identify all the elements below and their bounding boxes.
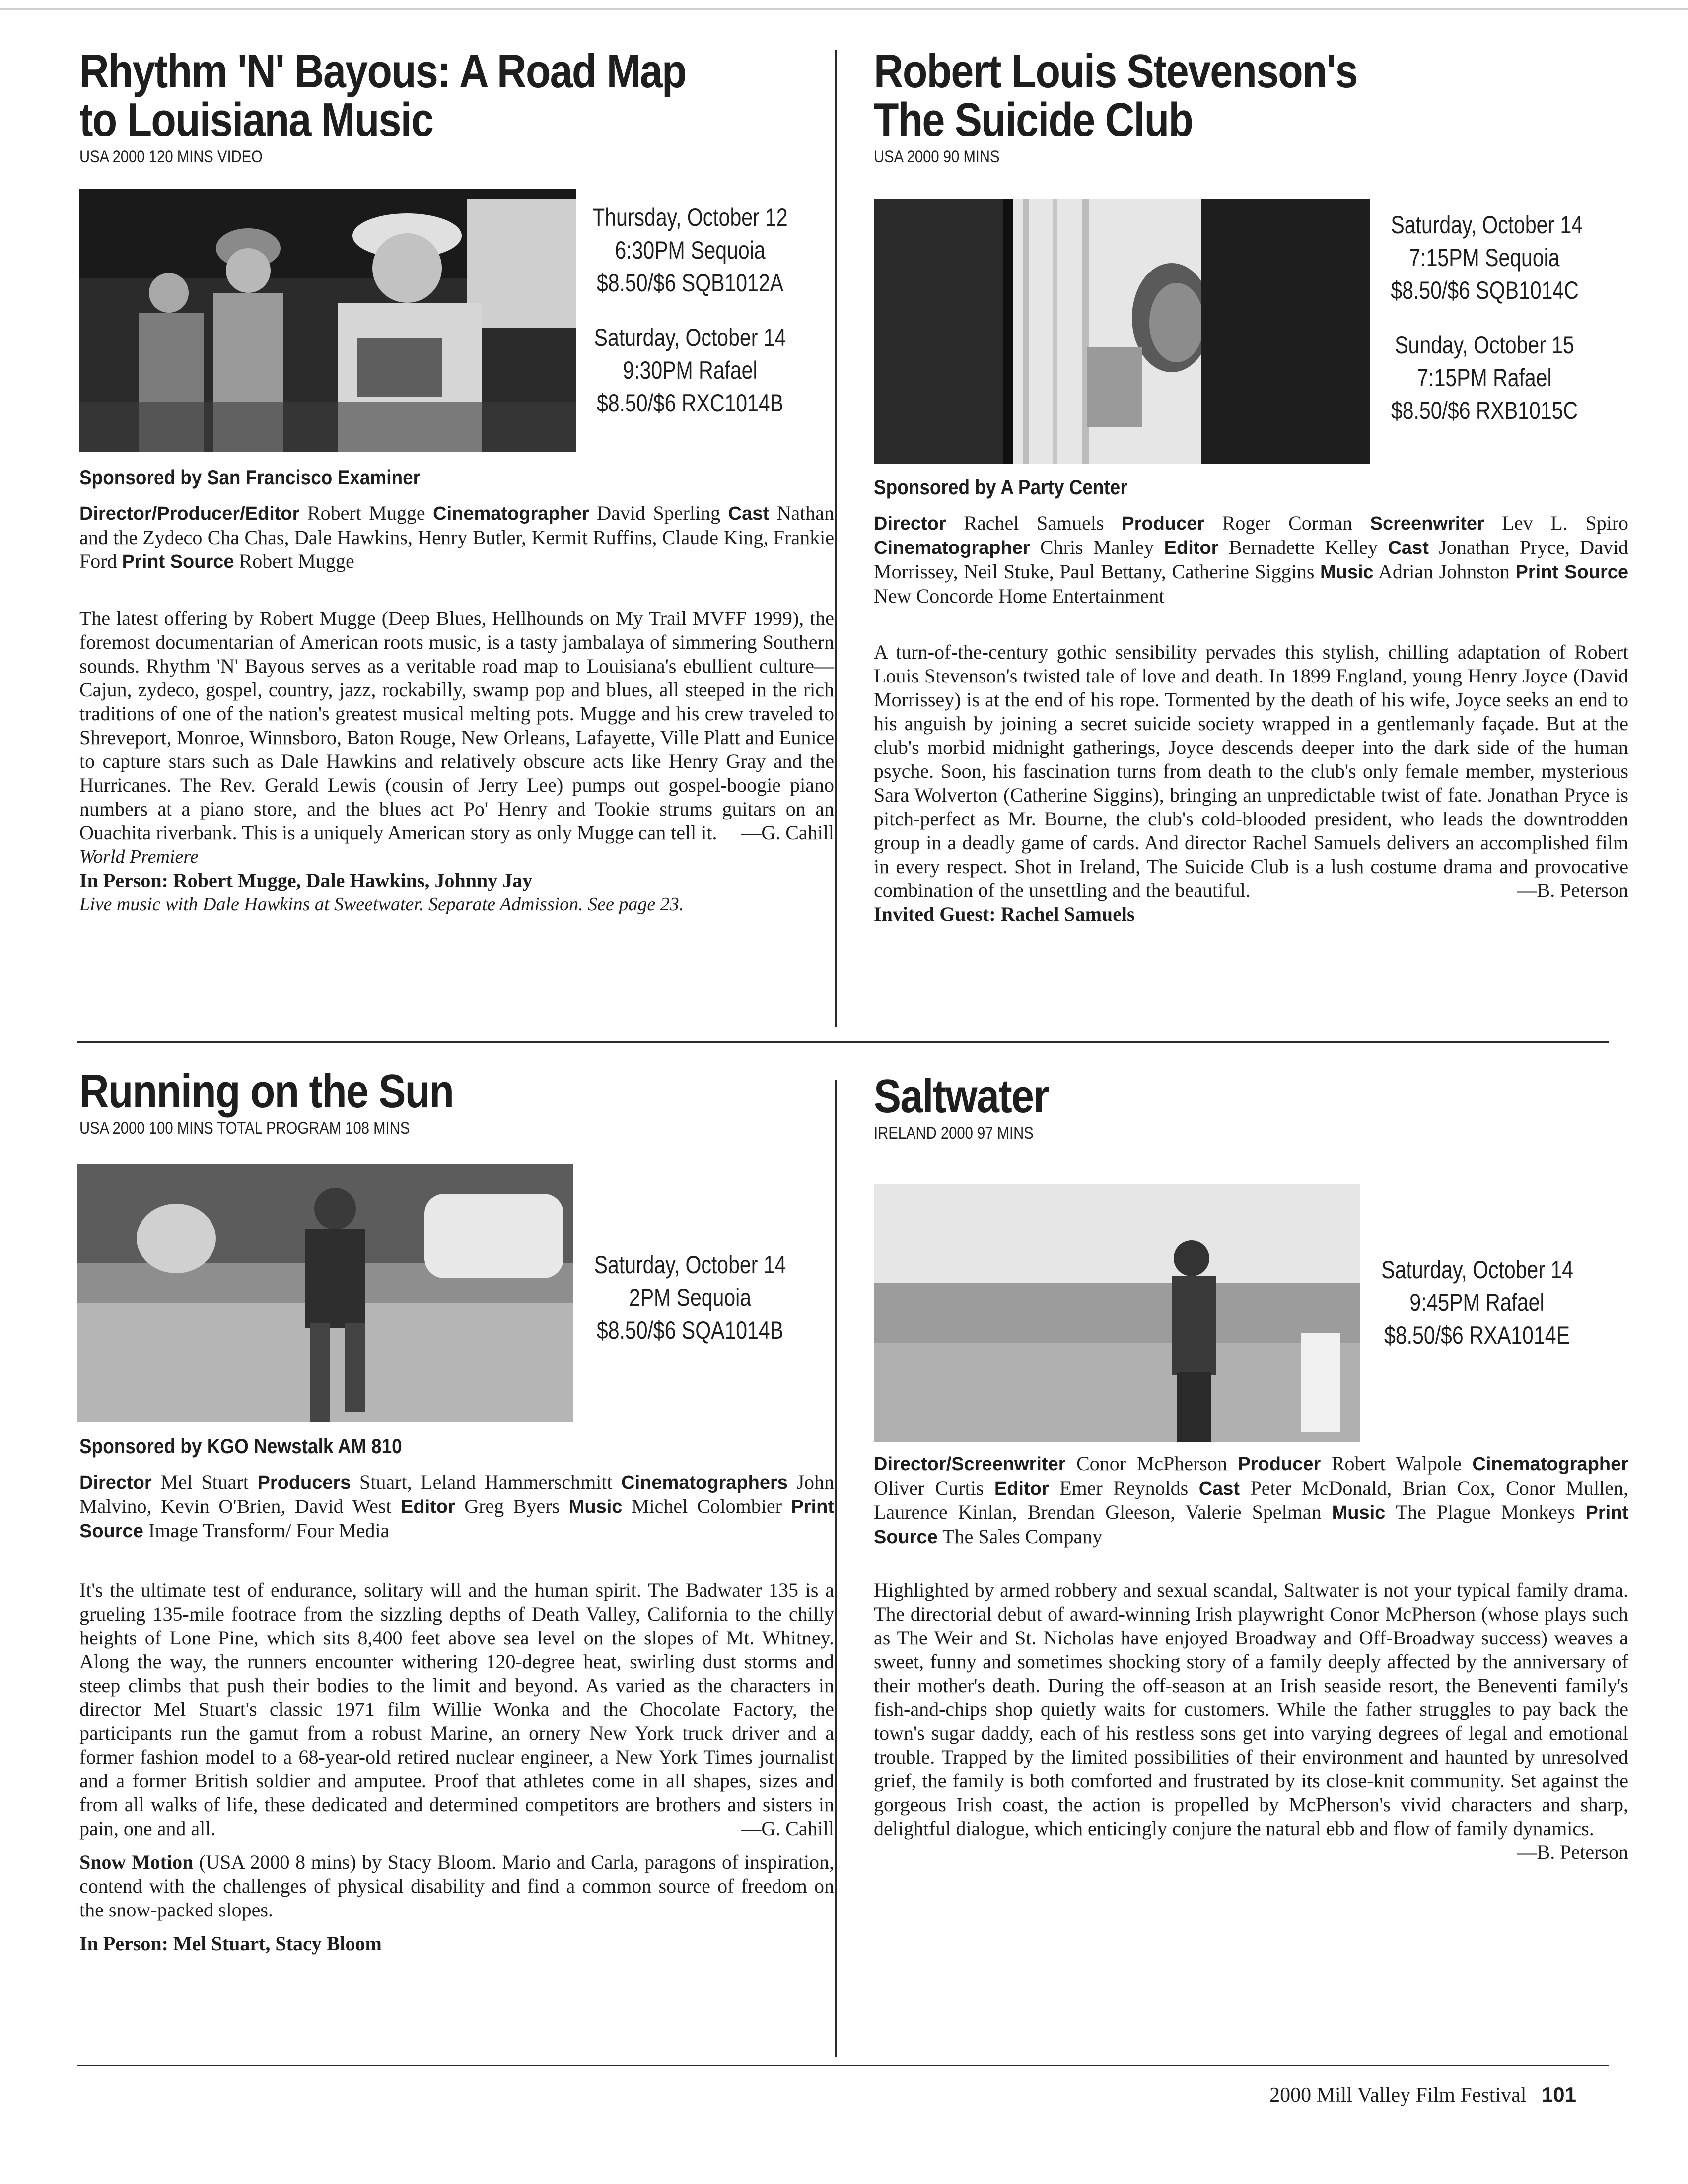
film-meta: USA 2000 120 MINS VIDEO: [79, 147, 263, 166]
credit-role: Cinematographers: [621, 1472, 788, 1493]
credits: [874, 511, 1628, 608]
column-divider-top: [835, 50, 837, 1027]
credits: [874, 1452, 1628, 1549]
credit-role: Print Source: [1515, 562, 1629, 583]
credit-names: Robert Mugge: [307, 502, 425, 524]
credit-role: Producer: [1122, 513, 1205, 534]
show-day: Saturday, October 14: [594, 324, 786, 351]
column-divider-bottom: [835, 1080, 837, 2057]
film-description: [79, 607, 834, 916]
credit-names: Lev L. Spiro: [1502, 512, 1629, 534]
sponsor-line: Sponsored by A Party Center: [874, 476, 1127, 499]
footer-rule: [77, 2065, 1609, 2066]
show-price-code: $8.50/$6 RXB1015C: [1391, 397, 1578, 424]
credit-names: Emer Reynolds: [1059, 1477, 1189, 1499]
credit-role: Music: [1320, 562, 1374, 583]
top-border: [0, 8, 1688, 10]
credit-names: Greg Byers: [464, 1495, 560, 1517]
credit-role: Music: [568, 1497, 623, 1517]
reviewer-byline: —B. Peterson: [1517, 879, 1628, 901]
credit-role: Cast: [1388, 538, 1429, 558]
film-title-line2: to Louisiana Music: [79, 93, 433, 146]
showtime-entry: [592, 1248, 788, 1347]
show-price-code: $8.50/$6 SQB1014C: [1391, 276, 1579, 304]
page-footer: [1269, 2083, 1576, 2107]
sponsor-line: Sponsored by KGO Newstalk AM 810: [79, 1434, 402, 1458]
credit-role: Cast: [1198, 1478, 1240, 1499]
credit-names: Peter McDonald, Brian Cox, Conor Mullen, Laurence Kinlan, Brendan Gleeson, Valerie Spelman: [874, 1477, 1629, 1523]
credit-names: Image Transform/ Four Media: [148, 1519, 390, 1542]
showtimes: [571, 1248, 809, 1368]
page-number: 101: [1541, 2083, 1576, 2106]
description-text: The latest offering by Robert Mugge (Deep Blues, Hellhounds on My Trail MVFF 1999), the foremost documentarian of American roots music, is a tasty jambalaya of simmering Southern sounds. Rhythm 'N' Bayous serves as a veritable road map to Louisiana's ebullient culture—Cajun, zydeco, gospel, country, jazz, rockabilly, swamp pop and blues, all steeped in the rich traditions of one of the nation's greatest musical melting pots. Mugge and his crew traveled to Shreveport, Monroe, Winnsboro, Baton Rouge, New Orleans, Lafayette, Ville Platt and Eunice to capture stars such as Dale Hawkins and relatively obscure acts like Henry Gray and the Hurricanes. The Rev. Gerald Lewis (cousin of Jerry Lee) pumps out gospel-boogie piano numbers at a piano store, and the blues act Po' Henry and Tookie strums guitars on an Ouachita riverbank. This is a uniquely American story as only Mugge can tell it.: [79, 607, 834, 844]
showtime-entry: [1391, 208, 1583, 307]
credit-role: Director/Screenwriter: [874, 1454, 1066, 1475]
show-time-venue: 9:45PM Rafael: [1409, 1289, 1545, 1316]
credit-role: Editor: [994, 1478, 1049, 1499]
show-price-code: $8.50/$6 SQB1012A: [596, 269, 784, 297]
credit-role: Producer: [1238, 1454, 1321, 1475]
credit-role: Editor: [1164, 538, 1219, 558]
in-person-guests: In Person: Mel Stuart, Stacy Bloom: [79, 1932, 382, 1955]
credit-names: Conor McPherson: [1076, 1452, 1227, 1475]
credits: [79, 501, 834, 574]
showtime-entry: [592, 321, 788, 419]
credit-names: Bernadette Kelley: [1228, 536, 1378, 558]
show-day: Sunday, October 15: [1395, 331, 1574, 359]
film-still-seaside: [874, 1184, 1360, 1442]
showtimes: [1360, 1253, 1594, 1373]
credit-names: Chris Manley: [1040, 536, 1154, 558]
credit-names: Mel Stuart: [160, 1471, 249, 1493]
reviewer-byline: —G. Cahill: [741, 1817, 834, 1840]
short-film-text: (USA 2000 8 mins) by Stacy Bloom. Mario and Carla, paragons of inspiration, contend with the challenges of physical disability and find a common source of freedom on the snow-packed slopes.: [79, 1851, 834, 1921]
credit-names: Adrian Johnston: [1378, 560, 1510, 583]
show-time-venue: 6:30PM Sequoia: [615, 236, 766, 264]
credit-role: Screenwriter: [1370, 513, 1484, 534]
description-text: It's the ultimate test of endurance, solitary will and the human spirit. The Badwater 135 is a grueling 135-mile footrace from the sizzling depths of Death Valley, California to the chilly heights of Lone Pine, which sits 8,400 feet above sea level on the slopes of Mt. Whitney. Along the way, the runners encounter withering 120-degree heat, swirling dust storms and steep climbs that push their bodies to the limit and beyond. As varied as the characters in director Mel Stuart's classic 1971 film Willie Wonka and the Chocolate Factory, the participants run the gamut from a robust Marine, an ornery New York truck driver and a former fashion model to a 68-year-old retired nuclear engineer, a New York Times journalist and a former British soldier and amputee. Proof that athletes come in all shapes, sizes and from all walks of life, these dedicated and determined competitors are brothers and sisters in pain, one and all.: [79, 1579, 834, 1840]
showtime-entry: [1391, 329, 1578, 427]
show-day: Saturday, October 14: [1391, 211, 1583, 239]
show-time-venue: 7:15PM Rafael: [1417, 364, 1552, 392]
short-film-title: Snow Motion: [79, 1851, 194, 1873]
credit-role: Music: [1332, 1502, 1386, 1523]
show-day: Saturday, October 14: [594, 1251, 786, 1279]
credit-names: David Sperling: [597, 502, 721, 524]
credit-role: Producers: [257, 1472, 351, 1493]
showtimes: [1370, 208, 1599, 449]
showtimes: [571, 201, 809, 441]
credit-role: Cinematographer: [1472, 1454, 1629, 1475]
premiere-label: World Premiere: [79, 846, 199, 867]
credit-role: Editor: [401, 1497, 455, 1517]
showtime-entry: [592, 201, 788, 299]
credit-role: Print Source: [874, 1502, 1629, 1548]
film-still-musicians: [79, 189, 576, 452]
film-title-line2: The Suicide Club: [874, 93, 1193, 146]
credits: [79, 1470, 834, 1543]
credit-names: Rachel Samuels: [964, 512, 1104, 534]
credit-names: Nathan and the Zydeco Cha Chas, Dale Hawkins, Henry Butler, Kermit Ruffins, Claude King, Frankie Ford: [79, 502, 835, 572]
show-price-code: $8.50/$6 RXA1014E: [1384, 1321, 1570, 1349]
credit-names: Oliver Curtis: [874, 1477, 984, 1499]
showtime-entry: [1381, 1253, 1572, 1352]
show-time-venue: 2PM Sequoia: [629, 1284, 752, 1311]
show-time-venue: 7:15PM Sequoia: [1409, 244, 1560, 272]
reviewer-byline: —G. Cahill: [741, 821, 834, 844]
credit-role: Cinematographer: [874, 538, 1030, 558]
show-time-venue: 9:30PM Rafael: [623, 356, 758, 384]
film-title: Running on the Sun: [79, 1065, 454, 1118]
show-day: Thursday, October 12: [592, 204, 788, 231]
credit-names: Robert Walpole: [1331, 1452, 1462, 1475]
credit-role: Print Source: [122, 551, 234, 572]
film-title: [79, 47, 711, 144]
film-meta: USA 2000 100 MINS TOTAL PROGRAM 108 MINS: [79, 1119, 410, 1138]
credit-names: Stuart, Leland Hammerschmitt: [359, 1471, 613, 1493]
credit-names: The Sales Company: [942, 1525, 1103, 1548]
show-price-code: $8.50/$6 SQA1014B: [596, 1316, 784, 1344]
film-still-runner: [77, 1164, 573, 1422]
show-price-code: $8.50/$6 RXC1014B: [596, 389, 784, 417]
credit-names: John Malvino, Kevin O'Brien, David West: [79, 1471, 835, 1517]
credit-names: New Concorde Home Entertainment: [874, 585, 1165, 607]
invited-guest: Invited Guest: Rachel Samuels: [874, 903, 1135, 925]
credit-role: Director: [79, 1472, 152, 1493]
film-still-curtain: [874, 199, 1370, 464]
film-title: [874, 47, 1506, 144]
short-film: [79, 1850, 834, 1922]
show-day: Saturday, October 14: [1381, 1256, 1573, 1284]
film-title: Saltwater: [874, 1070, 1049, 1123]
credit-role: Director/Producer/Editor: [79, 503, 300, 524]
credit-role: Cast: [728, 503, 769, 524]
credit-role: Cinematographer: [433, 503, 589, 524]
sponsor-line: Sponsored by San Francisco Examiner: [79, 466, 421, 489]
description-text: Highlighted by armed robbery and sexual scandal, Saltwater is not your typical family drama. The directorial debut of award-winning Irish playwright Conor McPherson (whose plays such as The Weir and St. Nicholas have enjoyed Broadway and Off-Broadway success) weaves a sweet, funny and sometimes shocking story of a family deeply affected by the anniversary of their mother's death. During the off-season at an Irish seaside resort, the Beneventi family's fish-and-chips shop quietly waits for customers. While the father struggles to pay back the town's sugar daddy, each of his restless sons get into varying degrees of legal and emotional trouble. Trapped by the limited possibilities of their environment and haunted by unresolved grief, the family is both comforted and frustrated by its close-knit community. Set against the gorgeous Irish coast, the action is propelled by McPherson's vivid characters and sharp, delightful dialogue, which enticingly conjure the natural ebb and flow of family dynamics.: [874, 1579, 1628, 1840]
row-divider: [77, 1041, 1609, 1043]
event-note: Live music with Dale Hawkins at Sweetwater. Separate Admission. See page 23.: [79, 894, 684, 915]
in-person-guests: In Person: Robert Mugge, Dale Hawkins, Johnny Jay: [79, 869, 533, 891]
credit-role: Director: [874, 513, 946, 534]
description-text: A turn-of-the-century gothic sensibility pervades this stylish, chilling adaptation of Robert Louis Stevenson's twisted tale of love and death. In 1899 England, young Henry Joyce (David Morrissey) is at the end of his rope. Tormented by the death of his wife, Joyce seeks an end to his anguish by joining a secret suicide society wrapped in a gentlemanly façade. But at the club's morbid midnight gatherings, Joyce descends deeper into the dark side of the human psyche. Soon, his fascination turns from death to the club's only female member, mysterious Sara Wolverton (Catherine Siggins), bringing an unpredictable twist of fate. Jonathan Pryce is pitch-perfect as Mr. Bourne, the club's cold-blooded president, who leads the downtrodden group in a deadly game of cards. And director Rachel Samuels delivers an accomplished film in every respect. Shot in Ireland, The Suicide Club is a lush costume drama and provocative combination of the unsettling and the beautiful.: [874, 641, 1628, 901]
film-title-line1: Robert Louis Stevenson's: [874, 45, 1357, 98]
film-description: [874, 640, 1628, 926]
film-meta: IRELAND 2000 97 MINS: [874, 1124, 1034, 1143]
film-description: [79, 1578, 834, 1956]
credit-names: The Plague Monkeys: [1395, 1501, 1575, 1523]
film-description: [874, 1578, 1628, 1864]
credit-names: Jonathan Pryce, David Morrissey, Neil Stuke, Paul Bettany, Catherine Siggins: [874, 536, 1629, 583]
credit-names: Robert Mugge: [239, 550, 354, 572]
publication-name: 2000 Mill Valley Film Festival: [1269, 2084, 1527, 2107]
credit-names: Roger Corman: [1222, 512, 1352, 534]
film-meta: USA 2000 90 MINS: [874, 147, 1000, 166]
credit-role: Print Source: [79, 1497, 835, 1542]
film-title-line1: Rhythm 'N' Bayous: A Road Map: [79, 45, 686, 98]
reviewer-byline: —B. Peterson: [1517, 1841, 1628, 1863]
credit-names: Michel Colombier: [631, 1495, 782, 1517]
